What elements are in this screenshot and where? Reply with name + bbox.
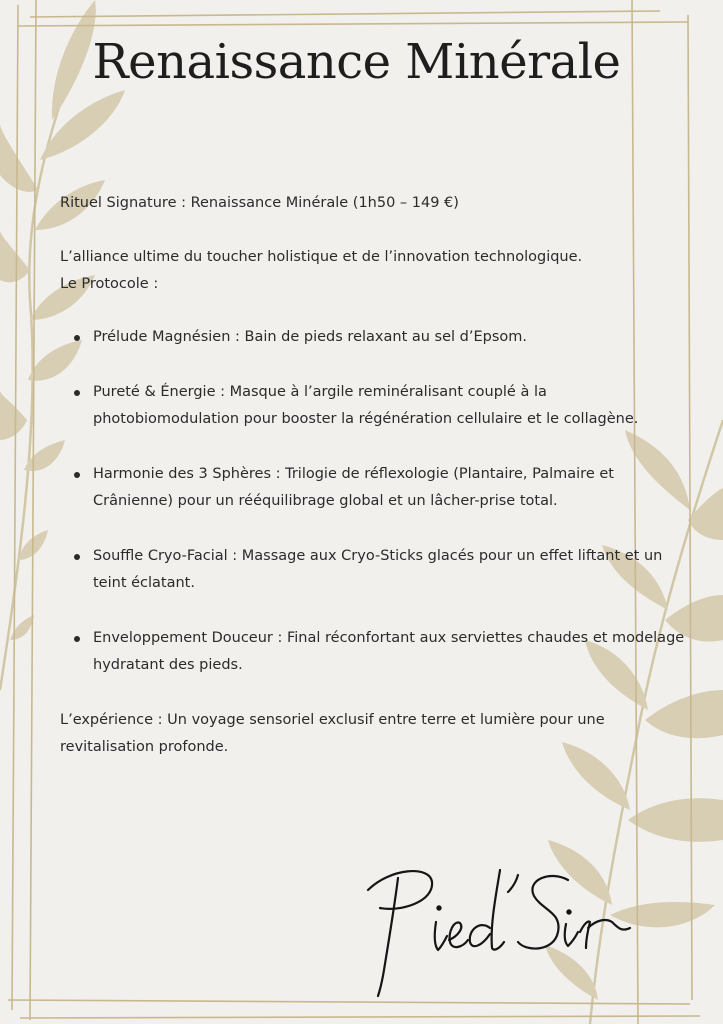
list-item-text: Pureté & Énergie : Masque à l’argile reminéralisant couplé à la photobiomodulation pour booster la régénération cellulaire et le collagène.	[93, 384, 639, 427]
list-item-text: Prélude Magnésien : Bain de pieds relaxant au sel d’Epsom.	[93, 329, 527, 345]
list-item	[60, 379, 690, 433]
ritual-line: Rituel Signature : Renaissance Minérale (1h50 – 149 €)	[60, 195, 459, 211]
page-title: Renaissance Minérale	[92, 34, 621, 90]
protocol-list	[60, 324, 690, 679]
list-item-text: Enveloppement Douceur : Final réconfortant aux serviettes chaudes et modelage hydratant des pieds.	[93, 630, 685, 673]
bullet-icon	[74, 472, 80, 478]
experience-text: L’expérience : Un voyage sensoriel exclusif entre terre et lumière pour une revitalisation profonde.	[60, 712, 605, 755]
bullet-icon	[74, 636, 80, 642]
signature-logo	[350, 850, 640, 1000]
list-item-text: Harmonie des 3 Sphères : Trilogie de réflexologie (Plantaire, Palmaire et Crânienne) pour un rééquilibrage global et un lâcher-prise total.	[93, 466, 614, 509]
list-item	[60, 461, 690, 515]
document-body	[60, 190, 690, 761]
intro-text: L’alliance ultime du toucher holistique et de l’innovation technologique.	[60, 249, 583, 265]
list-item	[60, 324, 690, 351]
bullet-icon	[74, 390, 80, 396]
bullet-icon	[74, 335, 80, 341]
list-item-text: Souffle Cryo-Facial : Massage aux Cryo-Sticks glacés pour un effet liftant et un teint éclatant.	[93, 548, 663, 591]
list-item	[60, 625, 690, 679]
protocol-label: Le Protocole :	[60, 276, 159, 292]
bullet-icon	[74, 554, 80, 560]
list-item	[60, 543, 690, 597]
